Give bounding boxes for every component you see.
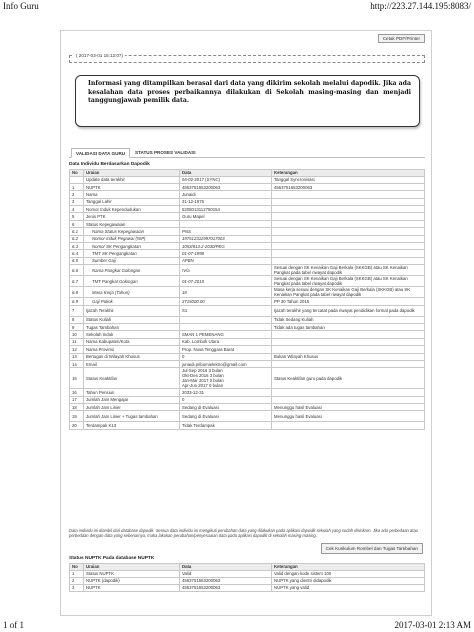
row-note: Masa kerja sesuai dengan SK Kenaikan Gaji Berkala (SKKGB) atau SK Kenaikan Pangkat pada tabel riwayat dapodik [272,287,425,298]
row-value: 31-12-1975 [180,198,272,205]
row-note [272,250,425,257]
table-row [70,220,425,227]
row-label: Nama [84,191,180,198]
row-label: Jenis PTK [84,213,180,220]
table-row [70,265,425,276]
print-footer [0,618,474,632]
row-label: Tahun Pensiun [84,389,180,396]
table-row [70,298,425,305]
row-number: 7 [70,305,84,316]
row-note [272,220,425,227]
row-value: Prop. Nusa Tenggara Barat [180,346,272,353]
row-label: NUPTK [84,183,180,190]
row-number: 19 [70,411,84,422]
row-value: 4563751653200063 [180,577,272,584]
row-label: Ijazah Terakhir [84,305,180,316]
row-note [272,235,425,242]
row-number: 5 [70,213,84,220]
table-row [70,191,425,198]
row-label: Bertugas di Wilayah Khusus [84,353,180,360]
row-label: Nama Provinsi [84,346,180,353]
row-note: Ijazah terakhir yang tercatat pada riwayat pendidikan formal pada dapodik [272,305,425,316]
table-row [70,257,425,264]
row-number: 6.4 [70,250,84,257]
row-label: NUPTK [84,584,180,591]
row-number: 8 [70,316,84,323]
row-number: 6.1 [70,228,84,235]
row-note: Sesuai dengan SK Kenaikan Gaji Berkala (SKKGB) atau SK Kenaikan Pangkat pada tabel riwayat dapodik [272,265,425,276]
row-label: Nama Status Kepegawaian [84,228,180,235]
row-value: Junaidi [180,191,272,198]
row-note: Valid dengan kode sistem 100 [272,570,425,577]
section-title-individual: Data Individu Berdasarkan Dapodik [69,162,150,167]
col-header-data: Data [180,564,272,571]
row-label: Nama Pangkat Golongan [84,265,180,276]
row-label: Status Kepegawaian [84,220,180,227]
row-value: 1053/813.2-2030/PEG [180,243,272,250]
row-value: Sedang di Evaluasi [180,404,272,411]
print-pdf-button[interactable]: Cetak PDF/Printer [378,34,425,43]
nuptk-status-table [69,563,425,592]
date-fieldset [69,55,425,63]
row-note: PP 30 Tahun 2015 [272,298,425,305]
row-number: 10 [70,331,84,338]
table-row [70,584,425,591]
row-note [272,228,425,235]
row-number: 6.5 [70,257,84,264]
row-number: 14 [70,360,84,367]
row-value [180,323,272,330]
row-value: APBN [180,257,272,264]
row-number: 11 [70,338,84,345]
row-label: NUPTK (dapodik) [84,577,180,584]
row-label: Sekolah Induk [84,331,180,338]
print-header [0,0,474,14]
row-label: Email [84,360,180,367]
tab-validasi-data-guru[interactable]: VALIDASI DATA GURU [71,148,130,158]
row-value: 01-07-2015 [180,276,272,287]
row-label: Nama Kabupaten/Kota [84,338,180,345]
row-note [272,389,425,396]
table-row [70,422,425,429]
print-footer-datetime: 2017-03-01 2:13 AM [394,620,471,630]
print-header-title: Info Guru [3,1,39,11]
notice-box: Informasi yang ditampilkan berasal dari data yang dikirim sekolah melalui dapodik. Jika ada kesalahan data proses perbaikannya dilakukan di Sekolah masing-masing dan menjadi tanggungjawab pemilik data. [75,75,420,127]
row-value: SMAN 1 PEMENANG [180,331,272,338]
table-row [70,404,425,411]
row-note [272,206,425,213]
row-label: Nomor Induk Pegawai (NIP) [84,235,180,242]
row-label: Tanggal Lahir [84,198,180,205]
row-number: 6.6 [70,265,84,276]
row-note [272,198,425,205]
table-row [70,206,425,213]
tab-bar [69,147,425,158]
table-row [70,577,425,584]
row-value: Jul-Sep 2016 3 bulan Okt-Des 2016 3 bulan Jan-Mar 2017 0 bulan Apr-Jun 2017 0 bulan [180,368,272,389]
row-number: 3 [70,584,84,591]
table-row [70,235,425,242]
col-header-uraian: Uraian [84,170,180,177]
row-label: Jumlah Jam Linier [84,404,180,411]
row-label: Tugas Tambahan [84,323,180,330]
printed-page [60,30,432,616]
table-row [70,368,425,389]
row-value: PNS [180,228,272,235]
row-note [272,422,425,429]
row-value: Tidak Terdampak [180,422,272,429]
tab-status-proses-validasi[interactable]: STATUS PROSES VALIDASI [135,150,196,155]
col-header-no: No [70,170,84,177]
row-note: Bukan Wilayah Khusus [272,353,425,360]
row-value: 5208013112750154 [180,206,272,213]
row-number: 6.9 [70,298,84,305]
row-number: 17 [70,396,84,403]
row-note [272,213,425,220]
row-number: 6.2 [70,235,84,242]
row-label: TMT SK Pengangkatan [84,250,180,257]
row-note [272,360,425,367]
nuptk-status-body [70,570,425,591]
row-note: Tidak ada tugas tambahan [272,323,425,330]
table-row [70,570,425,577]
row-label: Gaji Pokok [84,298,180,305]
row-number: 6.8 [70,287,84,298]
table-row [70,396,425,403]
row-note: Menunggu hasil Evaluasi [272,411,425,422]
footnote-text: Data individu ini diambil dari database dapodik. Semua data individu ini mengikuti perubahan data yang dilakukan pada aplikasi dapodik sekolah yang sudah disinkron. Jika ada perbedaan atau perbedaan dengan data yang sebenarnya, maka lakukan perubahan/penyesuaian data pada aplikasi dapodik di sekolah masing-masing. [69,528,418,538]
row-value: 04-02-2017 (SYNC) [180,176,272,183]
row-value: IV/a [180,265,272,276]
table-row [70,213,425,220]
table-row [70,250,425,257]
row-value: Guru Mapel [180,213,272,220]
row-note [272,243,425,250]
row-number: 2 [70,577,84,584]
date-legend: ( 2017-03-01 15:12:07) [76,53,123,58]
row-note [272,191,425,198]
row-label: Masa Kerja (Tahun) [84,287,180,298]
row-note: NUPTK yang valid [272,584,425,591]
row-value: Sedang di Evaluasi [180,411,272,422]
row-note: Sesuai dengan SK Kenaikan Gaji Berkala (SKKGB) atau SK Kenaikan Pangkat pada tabel riwayat dapodik [272,276,425,287]
print-header-url: http://223.27.144.195:8083/ [370,1,471,11]
row-note [272,257,425,264]
table-row [70,389,425,396]
row-note [272,396,425,403]
row-number: 6.7 [70,276,84,287]
row-value: 2033-12-31 [180,389,272,396]
row-number: 1 [70,183,84,190]
row-number: 6 [70,220,84,227]
table-row [70,276,425,287]
row-number: 12 [70,346,84,353]
row-label: Update data terakhir [84,176,180,183]
table-row [70,360,425,367]
table-row [70,338,425,345]
row-label: Sumber Gaji [84,257,180,264]
row-note [272,338,425,345]
row-number: 3 [70,198,84,205]
row-value: 4563751653200063 [180,584,272,591]
row-value: Valid [180,570,272,577]
row-value [180,220,272,227]
row-value: 197512311997017003 [180,235,272,242]
row-value: junaidi.pribumielektro@gmail.com [180,360,272,367]
row-number: 15 [70,368,84,389]
col-header-no: No [70,564,84,571]
row-number: 13 [70,353,84,360]
row-number: 1 [70,570,84,577]
table-row [70,331,425,338]
table-row [70,353,425,360]
row-label: Nomor Induk Kependudukan [84,206,180,213]
table-row [70,198,425,205]
table-row [70,176,425,183]
row-value: 0 [180,353,272,360]
row-value [180,316,272,323]
row-label: Jumlah Jam Mengajar [84,396,180,403]
col-header-keterangan: Keterangan [272,170,425,177]
col-header-uraian: Uraian [84,564,180,571]
individual-data-table [69,169,425,430]
table-row [70,305,425,316]
row-note: Tanggal Syncronisasi [272,176,425,183]
row-value: 0 [180,396,272,403]
row-label: TMT Pangkat Golongan [84,276,180,287]
check-curriculum-button[interactable]: Cek Kurikulum Rombel dan Tugas Tambahan [321,543,423,554]
row-note: Tidak Sedang Kuliah [272,316,425,323]
row-label: Status Kuliah [84,316,180,323]
row-note: Menunggu hasil Evaluasi [272,404,425,411]
row-number: 2 [70,191,84,198]
row-number: 16 [70,389,84,396]
row-value: 18 [180,287,272,298]
row-number: 18 [70,404,84,411]
row-value: 01-07-1998 [180,250,272,257]
row-label: Terdampak K13 [84,422,180,429]
individual-data-body [70,176,425,429]
row-note: 4563751653200063 [272,183,425,190]
row-note: Status Keaktifan guru pada dapodik [272,368,425,389]
row-number: 9 [70,323,84,330]
row-label: Nomor SK Pengangkatan [84,243,180,250]
col-header-data: Data [180,170,272,177]
table-row [70,228,425,235]
table-row [70,243,425,250]
print-footer-page: 1 of 1 [3,620,24,630]
row-value: S1 [180,305,272,316]
table-row [70,287,425,298]
table-row [70,346,425,353]
table-row [70,411,425,422]
row-note [272,346,425,353]
table-row [70,323,425,330]
row-label: Jumlah Jam Linier + Tugas tambahan [84,411,180,422]
row-note [272,331,425,338]
row-note: NUPTK yang dientri didapodik [272,577,425,584]
row-label: Status Keaktifan [84,368,180,389]
row-number [70,176,84,183]
row-value: 4563751653200063 [180,183,272,190]
row-value: Kab. Lombok Utara [180,338,272,345]
row-value: 3715000.00 [180,298,272,305]
table-row [70,316,425,323]
row-number: 6.3 [70,243,84,250]
row-number: 20 [70,422,84,429]
table-row [70,183,425,190]
row-number: 4 [70,206,84,213]
section-title-nuptk: Status NUPTK Pada database NUPTK [69,556,155,561]
row-label: Status NUPTK [84,570,180,577]
col-header-keterangan: Keterangan [272,564,425,571]
